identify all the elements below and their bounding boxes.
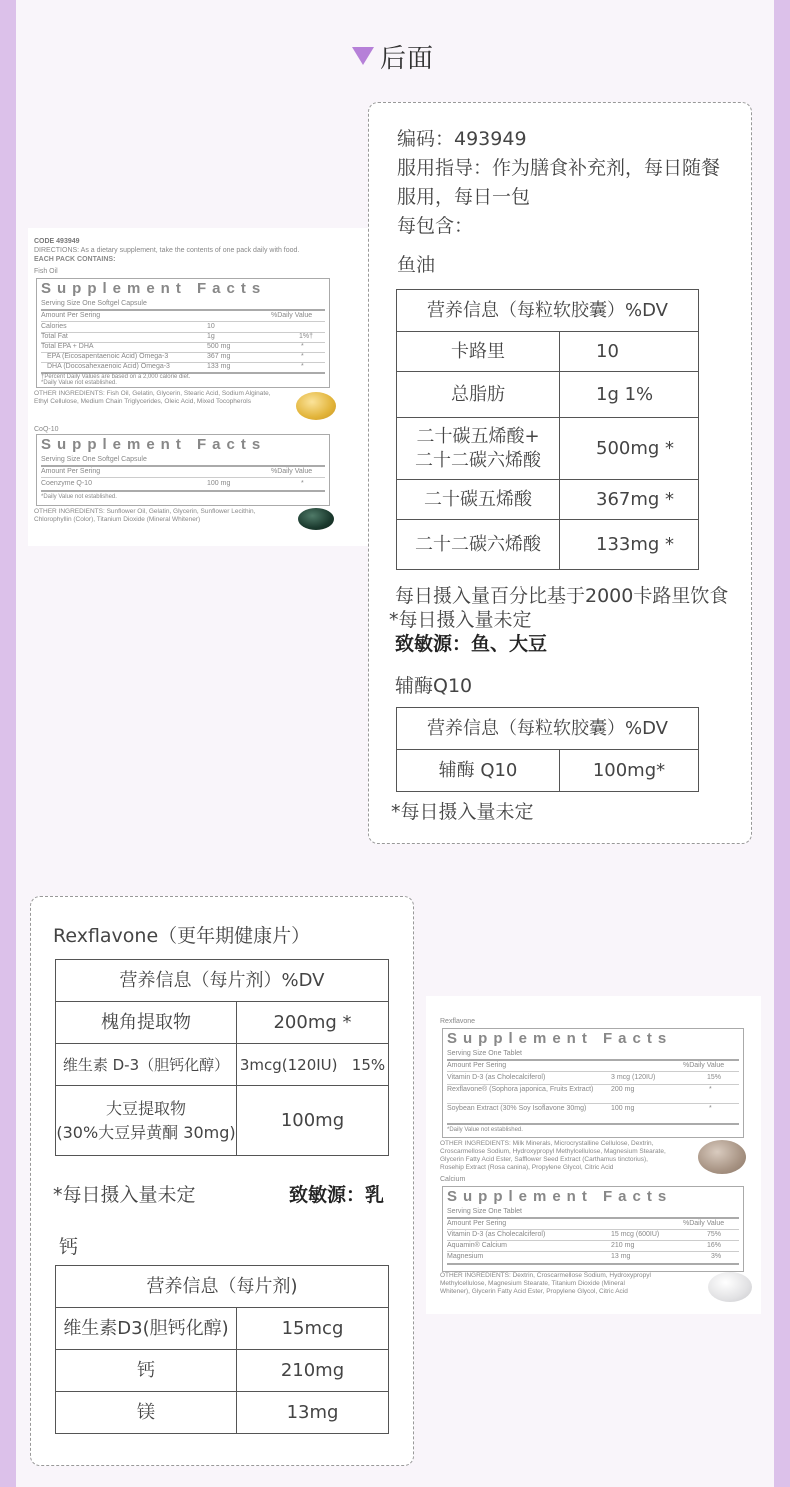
table-cell-value: 210mg (237, 1350, 389, 1392)
rule (447, 1059, 739, 1061)
facts-row-amount: 200 mg (611, 1086, 635, 1093)
directions-line-2: 服用，每日一包 (397, 186, 531, 208)
dv-undetermined-note: *每日摄入量未定 (389, 609, 532, 631)
label-directions: DIRECTIONS: As a dietary supplement, take the contents of one pack daily with food. (34, 247, 300, 254)
coq10-title: 辅酶Q10 (395, 675, 473, 697)
facts-row-dv: * (301, 343, 304, 350)
other-ingredients: Ethyl Cellulose, Medium Chain Triglycerides, Oleic Acid, Mixed Tocopherols (34, 398, 252, 405)
table-cell-value: 500mg * (560, 418, 699, 480)
facts-row-amount: 210 mg (611, 1242, 635, 1249)
table-header: 营养信息（每粒软胶囊）%DV (397, 290, 699, 332)
facts-footnote: *Daily Value not established. (41, 494, 117, 500)
table-cell-name: 镁 (56, 1392, 237, 1434)
facts-row-dv: * (301, 480, 304, 487)
facts-title: Supplement Facts (41, 280, 267, 297)
triangle-icon (352, 47, 374, 65)
table-cell-name: 维生素D3(胆钙化醇) (56, 1308, 237, 1350)
facts-amount-header: Amount Per Sering (447, 1220, 507, 1227)
table-cell-name (397, 418, 560, 480)
facts-serving: Serving Size One Tablet (447, 1208, 522, 1215)
table-cell-value: 200mg * (237, 1002, 389, 1044)
facts-row-dv: 15% (707, 1074, 722, 1081)
table-cell-value: 100mg (237, 1086, 389, 1156)
table-cell-name: 卡路里 (397, 332, 560, 372)
rexflavone-calcium-label-image (426, 996, 761, 1314)
facts-footnote: *Daily Value not established. (447, 1127, 523, 1133)
rule (447, 1071, 739, 1072)
facts-row-name: Vitamin D-3 (as Cholecalciferol) (447, 1074, 546, 1081)
facts-amount-header: Amount Per Sering (41, 312, 101, 319)
label-coq10: CoQ-10 (34, 426, 59, 433)
facts-row-dv: * (709, 1105, 712, 1112)
rule (41, 465, 325, 467)
rexflavone-tablet-image (698, 1140, 746, 1174)
section-title-text: 后面 (380, 44, 435, 74)
page (16, 0, 774, 1487)
table-cell-name: 钙 (56, 1350, 237, 1392)
cell-line: 二十二碳六烯酸 (415, 449, 541, 471)
label-fish-oil: Fish Oil (34, 268, 58, 275)
facts-row-name: EPA (Eicosapentaenoic Acid) Omega-3 (47, 353, 169, 360)
label-each-pack: EACH PACK CONTAINS: (34, 256, 116, 263)
facts-row-name: Soybean Extract (30% Soy Isoflavone 30mg) (447, 1105, 587, 1112)
facts-row-dv: * (301, 363, 304, 370)
facts-title: Supplement Facts (447, 1030, 673, 1047)
table-header: 营养信息（每粒软胶囊）%DV (397, 708, 699, 750)
rule (41, 309, 325, 311)
other-ingredients: Rosehip Extract (Rosa canina), Propylene Glycol, Citric Acid (440, 1164, 614, 1171)
table-header: 营养信息（每片剂）%DV (56, 960, 389, 1002)
label-calcium: Calcium (440, 1176, 466, 1183)
other-ingredients: Croscarmellose Sodium, Hydroxypropyl Methylcellulose, Magnesium Stearate, (440, 1148, 666, 1155)
table-cell-value: 13mg (237, 1392, 389, 1434)
rexflavone-title: Rexflavone（更年期健康片） (53, 925, 311, 947)
rule (447, 1103, 739, 1104)
rule (447, 1263, 739, 1265)
facts-row-name: Rexflavone® (Sophora japonica, Fruits Extract) (447, 1086, 594, 1093)
coq10-facts-box (36, 434, 330, 506)
cell-line: (30%大豆异黄酮 30mg) (56, 1122, 236, 1142)
facts-footnote: †Percent Daily Values are based on a 2,000 calorie diet. (41, 374, 191, 380)
facts-row-dv: 75% (707, 1231, 722, 1238)
coq10-softgel-image (298, 508, 334, 530)
directions-line-1: 服用指导：作为膳食补充剂，每日随餐 (397, 157, 721, 179)
facts-dv-header: %Daily Value (271, 468, 313, 475)
table-cell-name: 二十二碳六烯酸 (397, 520, 560, 570)
fish-oil-title: 鱼油 (397, 254, 436, 276)
other-ingredients: OTHER INGREDIENTS: Fish Oil, Gelatin, Glycerin, Stearic Acid, Sodium Alginate, (34, 390, 271, 397)
fish-oil-coq10-label-image (28, 228, 368, 546)
facts-row-amount: 13 mg (611, 1253, 631, 1260)
facts-row-amount: 3 mcg (120IU) (611, 1074, 656, 1081)
section-title (352, 38, 434, 75)
rule (41, 332, 325, 333)
table-cell-name: 槐角提取物 (56, 1002, 237, 1044)
dv-undetermined-note: *每日摄入量未定 (53, 1184, 196, 1206)
fish-oil-table (396, 289, 699, 570)
other-ingredients: OTHER INGREDIENTS: Dextrin, Croscarmellose Sodium, Hydroxypropyl (440, 1272, 651, 1279)
calcium-title: 钙 (59, 1236, 79, 1258)
facts-row-amount: 500 mg (207, 343, 231, 350)
facts-dv-header: %Daily Value (271, 312, 313, 319)
facts-row-amount: 15 mcg (600IU) (611, 1231, 660, 1238)
table-cell-value: 1g 1% (560, 372, 699, 418)
fish-oil-facts-box (36, 278, 330, 388)
table-cell-value: 10 (560, 332, 699, 372)
table-cell-name: 辅酶 Q10 (397, 750, 560, 792)
table-cell-value: 100mg* (560, 750, 699, 792)
facts-serving: Serving Size One Tablet (447, 1050, 522, 1057)
fish-oil-softgel-image (296, 392, 336, 420)
facts-dv-header: %Daily Value (683, 1220, 725, 1227)
facts-row-amount: 100 mg (207, 480, 231, 487)
facts-row-amount: 133 mg (207, 363, 231, 370)
rule (447, 1123, 739, 1125)
facts-dv-header: %Daily Value (683, 1062, 725, 1069)
facts-row-amount: 100 mg (611, 1105, 635, 1112)
rule (41, 477, 325, 478)
facts-row-name: Vitamin D-3 (as Cholecalciferol) (447, 1231, 546, 1238)
facts-title: Supplement Facts (41, 436, 267, 453)
table-cell-value: 367mg * (560, 480, 699, 520)
dv-note: 每日摄入量百分比基于2000卡路里饮食 (395, 585, 729, 607)
calcium-facts-box (442, 1186, 744, 1272)
rule (447, 1217, 739, 1219)
other-ingredients: Glycerin Fatty Acid Ester, Safflower Seed Extract (Carthamus tinctorius), (440, 1156, 648, 1163)
facts-serving: Serving Size One Softgel Capsule (41, 300, 147, 307)
table-cell-name (56, 1086, 237, 1156)
facts-row-name: Calories (41, 323, 67, 330)
facts-row-name: DHA (Docosahexaenoic Acid) Omega-3 (47, 363, 170, 370)
facts-title: Supplement Facts (447, 1188, 673, 1205)
facts-row-dv: 3% (711, 1253, 722, 1260)
facts-row-name: Total Fat (41, 333, 68, 340)
facts-row-dv: * (301, 353, 304, 360)
rexflavone-table (55, 959, 389, 1156)
label-code: CODE 493949 (34, 238, 80, 245)
rule (447, 1240, 739, 1241)
back-info-card (368, 102, 752, 844)
calcium-tablet-image (708, 1272, 752, 1302)
table-cell-name: 二十碳五烯酸 (397, 480, 560, 520)
facts-row-name: Aquamin® Calcium (447, 1242, 508, 1249)
calcium-table (55, 1265, 389, 1434)
rule (41, 490, 325, 492)
rule (41, 321, 325, 322)
facts-row-dv: 16% (707, 1242, 722, 1249)
facts-amount-header: Amount Per Sering (447, 1062, 507, 1069)
product-code: 编码：493949 (397, 128, 527, 150)
rule (447, 1229, 739, 1230)
facts-row-amount: 367 mg (207, 353, 231, 360)
table-cell-value: 133mg * (560, 520, 699, 570)
table-cell-value: 3mcg(120IU) 15% (237, 1044, 389, 1086)
facts-amount-header: Amount Per Sering (41, 468, 101, 475)
allergen-note: 致敏源：鱼、大豆 (395, 633, 548, 655)
facts-row-amount: 10 (207, 323, 215, 330)
allergen-note: 致敏源：乳 (289, 1184, 385, 1206)
facts-row-name: Coenzyme Q-10 (41, 480, 92, 487)
other-ingredients: Chlorophyllin (Color), Titanium Dioxide (Mineral Whitener) (34, 516, 201, 523)
facts-row-dv: 1%† (299, 333, 314, 340)
facts-footnote: *Daily Value not established. (41, 380, 117, 386)
coq10-table (396, 707, 699, 792)
facts-row-dv: * (709, 1086, 712, 1093)
facts-row-amount: 1g (207, 333, 215, 340)
other-ingredients: Whitener), Glycerin Fatty Acid Ester, Propylene Glycol, Citric Acid (440, 1288, 628, 1295)
cell-line: 二十碳五烯酸+ (416, 425, 540, 447)
rexflavone-card (30, 896, 414, 1466)
facts-row-name: Magnesium (447, 1253, 484, 1260)
other-ingredients: Methylcellulose, Magnesium Stearate, Titanium Dioxide (Mineral (440, 1280, 625, 1287)
table-header: 营养信息（每片剂) (56, 1266, 389, 1308)
other-ingredients: OTHER INGREDIENTS: Milk Minerals, Microcrystalline Cellulose, Dextrin, (440, 1140, 654, 1147)
table-cell-name: 维生素 D-3（胆钙化醇） (56, 1044, 237, 1086)
label-rexflavone: Rexflavone (440, 1018, 476, 1025)
rule (447, 1084, 739, 1085)
other-ingredients: OTHER INGREDIENTS: Sunflower Oil, Gelatin, Glycerin, Sunflower Lecithin, (34, 508, 256, 515)
facts-row-name: Total EPA + DHA (41, 343, 94, 350)
rule (447, 1251, 739, 1252)
coq10-note: *每日摄入量未定 (391, 801, 534, 823)
table-cell-value: 15mcg (237, 1308, 389, 1350)
facts-serving: Serving Size One Softgel Capsule (41, 456, 147, 463)
rexflavone-facts-box (442, 1028, 744, 1138)
each-pack-label: 每包含： (397, 215, 474, 237)
table-cell-name: 总脂肪 (397, 372, 560, 418)
cell-line: 大豆提取物 (105, 1098, 186, 1118)
